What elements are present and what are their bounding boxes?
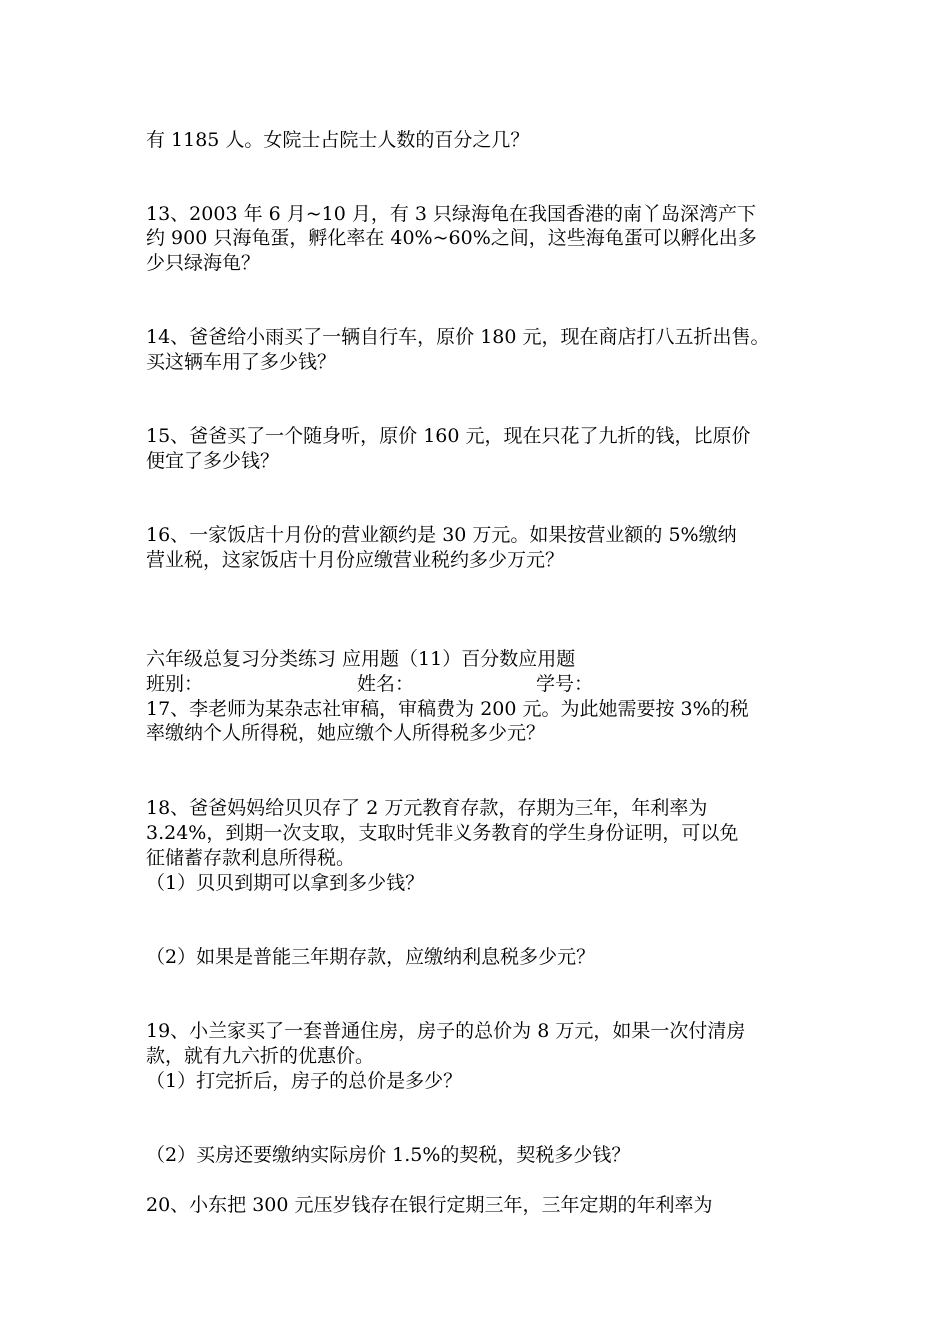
student-number-label: 学号： (536, 673, 594, 695)
q13-line-1: 13、2003 年 6 月~10 月，有 3 只绿海龟在我国香港的南丫岛深湾产下 (146, 203, 757, 225)
q18-part-2: （2）如果是普能三年期存款，应缴纳利息税多少元？ (146, 946, 596, 968)
q17-line-2: 率缴纳个人所得税，她应缴个人所得税多少元？ (146, 722, 546, 744)
q15-line-2: 便宜了多少钱？ (146, 450, 280, 472)
worksheet-title: 六年级总复习分类练习 应用题（11）百分数应用题 (146, 648, 576, 670)
q18-line-1: 18、爸爸妈妈给贝贝存了 2 万元教育存款，存期为三年，年利率为 (146, 797, 708, 819)
name-label: 姓名： (357, 673, 415, 695)
q17-line-1: 17、李老师为某杂志社审稿，审稿费为 200 元。为此她需要按 3%的税 (146, 698, 749, 720)
q14-line-2: 买这辆车用了多少钱？ (146, 351, 337, 373)
student-info-row (146, 672, 746, 696)
q13-line-2: 约 900 只海龟蛋，孵化率在 40%~60%之间，这些海龟蛋可以孵化出多 (146, 227, 757, 249)
q12-tail: 有 1185 人。女院士占院士人数的百分之几？ (146, 129, 530, 151)
q18-part-1: （1）贝贝到期可以拿到多少钱？ (146, 872, 425, 894)
q18-line-2: 3.24%，到期一次支取，支取时凭非义务教育的学生身份证明，可以免 (146, 822, 739, 844)
q19-part-2: （2）买房还要缴纳实际房价 1.5%的契税，契税多少钱？ (146, 1144, 631, 1166)
q16-line-2: 营业税，这家饭店十月份应缴营业税约多少万元？ (146, 549, 565, 571)
q19-line-1: 19、小兰家买了一套普通住房，房子的总价为 8 万元，如果一次付清房 (146, 1020, 746, 1042)
q14-line-1: 14、爸爸给小雨买了一辆自行车，原价 180 元，现在商店打八五折出售。 (146, 326, 770, 348)
q19-part-1: （1）打完折后，房子的总价是多少？ (146, 1070, 463, 1092)
q13-line-3: 少只绿海龟？ (146, 252, 261, 274)
q19-line-2: 款，就有九六折的优惠价。 (146, 1045, 375, 1067)
q16-line-1: 16、一家饭店十月份的营业额约是 30 万元。如果按营业额的 5%缴纳 (146, 524, 737, 546)
q18-line-3: 征储蓄存款利息所得税。 (146, 847, 356, 869)
q20-line-1: 20、小东把 300 元压岁钱存在银行定期三年，三年定期的年利率为 (146, 1194, 713, 1216)
class-label: 班别： (146, 673, 204, 695)
q15-line-1: 15、爸爸买了一个随身听，原价 160 元，现在只花了九折的钱，比原价 (146, 425, 751, 447)
